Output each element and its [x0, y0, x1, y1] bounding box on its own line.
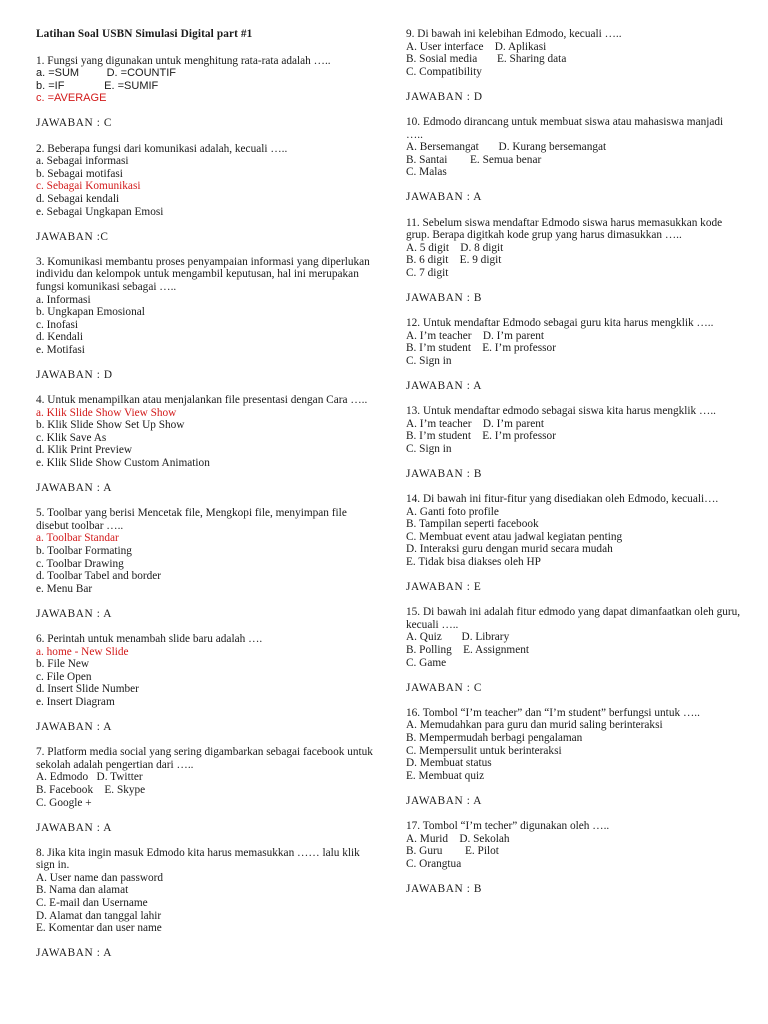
- answer-option: C. Orangtua: [406, 857, 462, 870]
- answer-option: B. Tampilan seperti facebook: [406, 518, 539, 531]
- answer-key: JAWABAN : D: [406, 90, 483, 103]
- answer-option: c. Klik Save As: [36, 431, 107, 444]
- answer-option: D. Membuat status: [406, 757, 492, 770]
- question-block: [36, 143, 376, 244]
- question-text: 14. Di bawah ini fitur-fitur yang disediakan oleh Edmodo, kecuali….: [406, 493, 719, 506]
- answer-option: B. Nama dan alamat: [36, 884, 129, 897]
- question-block: [406, 116, 741, 204]
- question-text: 3. Komunikasi membantu proses penyampaian informasi yang diperlukan individu dan kelompok untuk mengambil keputusan, hal ini merupakan fungsi komunikasi sebagai …..: [36, 255, 370, 293]
- answer-option: C. Game: [406, 656, 447, 669]
- answer-option: C. Compatibility: [406, 65, 482, 78]
- answer-option: C. Sign in: [406, 354, 452, 367]
- question-text: 6. Perintah untuk menambah slide baru adalah ….: [36, 632, 263, 645]
- question-text: 11. Sebelum siswa mendaftar Edmodo siswa harus memasukkan kode grup. Berapa digitkah kode grup yang harus dimasukkan …..: [406, 216, 723, 242]
- answer-option: C. Malas: [406, 166, 447, 179]
- answer-option: e. Motifasi: [36, 343, 85, 356]
- answer-key: JAWABAN :C: [36, 230, 109, 243]
- answer-key: JAWABAN : A: [36, 947, 112, 960]
- question-text: 10. Edmodo dirancang untuk membuat siswa atau mahasiswa manjadi …..: [406, 115, 724, 141]
- answer-option: A. User name dan password: [36, 871, 164, 884]
- answer-key: JAWABAN : D: [36, 368, 113, 381]
- answer-key: JAWABAN : A: [406, 191, 482, 204]
- highlighted-option: a. Klik Slide Show View Show: [36, 406, 177, 419]
- answer-key: JAWABAN : A: [406, 794, 482, 807]
- question-text: 15. Di bawah ini adalah fitur edmodo yang dapat dimanfaatkan oleh guru, kecuali …..: [406, 606, 741, 631]
- question-block: [36, 507, 376, 620]
- answer-option: b. Toolbar Formating: [36, 545, 132, 557]
- answer-option: B. I’m student E. I’m professor: [406, 430, 556, 443]
- answer-option: d. Insert Slide Number: [36, 683, 139, 696]
- left-column: [36, 28, 376, 972]
- answer-option: b. Sebagai motifasi: [36, 167, 123, 180]
- answer-option: C. Google +: [36, 796, 92, 809]
- question-block: [406, 606, 741, 694]
- question-text: 2. Beberapa fungsi dari komunikasi adalah, kecuali …..: [36, 142, 288, 155]
- answer-key: JAWABAN : B: [406, 467, 482, 480]
- question-text: 12. Untuk mendaftar Edmodo sebagai guru kita harus mengklik …..: [406, 317, 714, 330]
- question-text: 8. Jika kita ingin masuk Edmodo kita harus memasukkan …… lalu klik sign in.: [36, 846, 360, 872]
- answer-option: e. Insert Diagram: [36, 695, 115, 708]
- answer-option: B. I’m student E. I’m professor: [406, 342, 556, 355]
- question-text: 16. Tombol “I’m teacher” dan “I’m student” berfungsi untuk …..: [406, 706, 700, 719]
- answer-option: a. Informasi: [36, 293, 91, 306]
- question-text: 9. Di bawah ini kelebihan Edmodo, kecuali …..: [406, 28, 622, 40]
- answer-option: E. Komentar dan user name: [36, 922, 162, 935]
- answer-option: a. Sebagai informasi: [36, 155, 129, 168]
- answer-option: A. Murid D. Sekolah: [406, 832, 510, 845]
- answer-option: d. Kendali: [36, 331, 84, 344]
- question-text: 13. Untuk mendaftar edmodo sebagai siswa kita harus mengklik …..: [406, 405, 716, 418]
- question-block: [406, 707, 741, 808]
- answer-option: e. Klik Slide Show Custom Animation: [36, 457, 210, 470]
- answer-key: JAWABAN : A: [36, 721, 112, 734]
- highlighted-option: c. =AVERAGE: [36, 92, 107, 105]
- question-block: [406, 217, 741, 305]
- answer-option: e. Sebagai Ungkapan Emosi: [36, 205, 164, 218]
- answer-key: JAWABAN : E: [406, 581, 482, 594]
- answer-option: C. E-mail dan Username: [36, 897, 148, 910]
- answer-option: A. Edmodo D. Twitter: [36, 771, 143, 784]
- answer-option: B. Sosial media E. Sharing data: [406, 53, 567, 66]
- answer-option: B. Guru E. Pilot: [406, 845, 499, 858]
- question-text: 1. Fungsi yang digunakan untuk menghitung rata-rata adalah …..: [36, 54, 331, 67]
- answer-key: JAWABAN : C: [406, 681, 482, 694]
- document-title: Latihan Soal USBN Simulasi Digital part #1: [36, 28, 253, 40]
- answer-option: d. Toolbar Tabel and border: [36, 570, 162, 583]
- answer-option: B. Santai E. Semua benar: [406, 153, 542, 166]
- highlighted-option: c. Sebagai Komunikasi: [36, 180, 141, 193]
- question-block: [36, 55, 376, 130]
- answer-option: A. User interface D. Aplikasi: [406, 40, 547, 53]
- left-question-list: [36, 55, 376, 960]
- answer-option: A. Memudahkan para guru dan murid saling berinteraksi: [406, 719, 663, 732]
- answer-option: c. Inofasi: [36, 318, 79, 331]
- answer-option: b. File New: [36, 658, 90, 671]
- answer-option: C. Membuat event atau jadwal kegiatan penting: [406, 530, 623, 543]
- answer-option: C. 7 digit: [406, 266, 449, 279]
- answer-option: E. Tidak bisa diakses oleh HP: [406, 556, 541, 568]
- answer-option: B. 6 digit E. 9 digit: [406, 254, 502, 267]
- answer-option: b. Klik Slide Show Set Up Show: [36, 419, 185, 432]
- answer-option: c. File Open: [36, 670, 92, 683]
- question-text: 17. Tombol “I’m techer” digunakan oleh …..: [406, 819, 610, 832]
- question-block: [406, 493, 741, 594]
- question-block: [36, 256, 376, 382]
- answer-option: b. Ungkapan Emosional: [36, 306, 145, 319]
- answer-option: c. Toolbar Drawing: [36, 557, 124, 570]
- answer-option: A. I’m teacher D. I’m parent: [406, 329, 545, 342]
- answer-key: JAWABAN : A: [36, 821, 112, 834]
- question-block: [36, 394, 376, 495]
- answer-option: C. Mempersulit untuk berinteraksi: [406, 744, 562, 757]
- answer-option: A. Bersemangat D. Kurang bersemangat: [406, 141, 607, 154]
- question-text: 5. Toolbar yang berisi Mencetak file, Mengkopi file, menyimpan file disebut toolbar …..: [36, 507, 347, 532]
- answer-option: B. Mempermudah berbagi pengalaman: [406, 731, 583, 744]
- answer-option: C. Sign in: [406, 442, 452, 455]
- answer-option: D. Alamat dan tanggal lahir: [36, 909, 162, 922]
- answer-option: d. Sebagai kendali: [36, 192, 120, 205]
- answer-key: JAWABAN : A: [36, 607, 112, 620]
- answer-option: E. Membuat quiz: [406, 769, 485, 782]
- answer-key: JAWABAN : A: [406, 379, 482, 392]
- answer-option: A. 5 digit D. 8 digit: [406, 241, 504, 254]
- answer-option: d. Klik Print Preview: [36, 444, 133, 457]
- highlighted-option: a. home - New Slide: [36, 645, 129, 658]
- right-question-list: [406, 28, 741, 895]
- answer-option: b. =IF E. =SUMIF: [36, 79, 159, 92]
- question-text: 4. Untuk menampilkan atau menjalankan file presentasi dengan Cara …..: [36, 394, 368, 407]
- answer-key: JAWABAN : A: [36, 482, 112, 495]
- question-block: [36, 847, 376, 960]
- answer-option: a. =SUM D. =COUNTIF: [36, 67, 176, 80]
- right-column: [406, 28, 741, 908]
- question-block: [36, 633, 376, 734]
- answer-option: A. Ganti foto profile: [406, 505, 499, 518]
- question-block: [406, 405, 741, 480]
- answer-option: B. Facebook E. Skype: [36, 783, 146, 796]
- question-block: [406, 317, 741, 392]
- answer-key: JAWABAN : C: [36, 117, 112, 130]
- answer-key: JAWABAN : B: [406, 292, 482, 304]
- question-text: 7. Platform media social yang sering digambarkan sebagai facebook untuk sekolah adalah pengertian dari …..: [36, 746, 373, 771]
- answer-option: A. Quiz D. Library: [406, 631, 510, 644]
- answer-option: D. Interaksi guru dengan murid secara mudah: [406, 543, 613, 556]
- answer-option: B. Polling E. Assignment: [406, 643, 530, 656]
- question-block: [406, 28, 741, 103]
- question-block: [36, 746, 376, 834]
- answer-option: e. Menu Bar: [36, 582, 93, 595]
- answer-option: A. I’m teacher D. I’m parent: [406, 417, 545, 430]
- question-block: [406, 820, 741, 895]
- answer-key: JAWABAN : B: [406, 882, 482, 895]
- highlighted-option: a. Toolbar Standar: [36, 532, 119, 545]
